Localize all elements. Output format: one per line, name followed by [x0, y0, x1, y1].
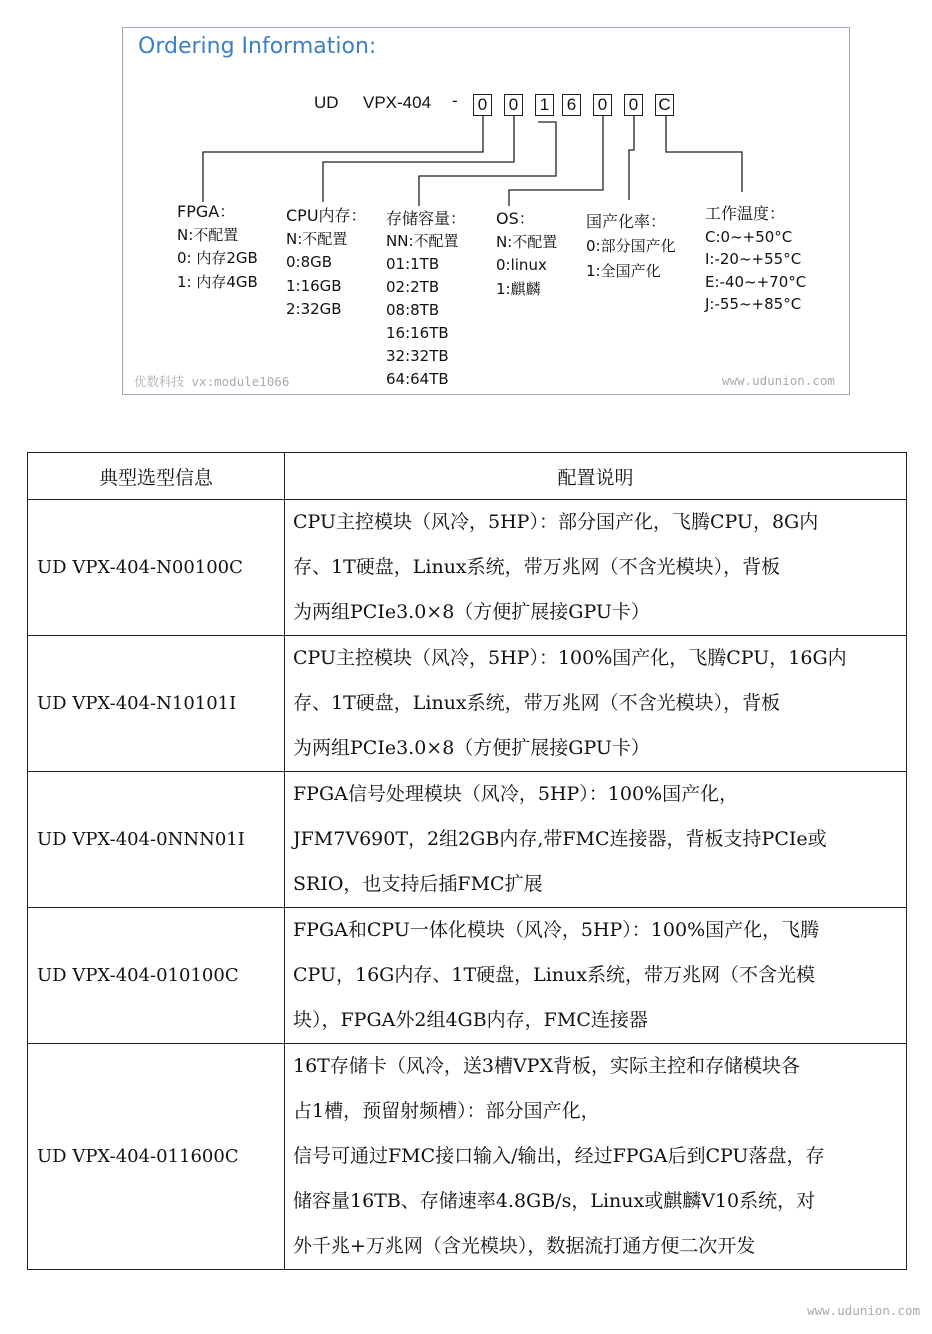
- option-line: 01:1TB: [386, 255, 440, 273]
- model-cell: UD VPX-404-0NNN01I: [28, 772, 285, 908]
- description-line: JFM7V690T，2组2GB内存,带FMC连接器，背板支持PCIe或: [293, 828, 827, 850]
- option-line: J:-55~+85°C: [705, 295, 802, 313]
- description-line: 16T存储卡（风冷，送3槽VPX背板，实际主控和存储模块各: [293, 1055, 800, 1077]
- part-dash: -: [452, 91, 458, 110]
- connector-localization: [629, 116, 634, 200]
- table-row: [28, 772, 907, 908]
- option-group-fpga: [177, 200, 258, 294]
- connector-fpga: [203, 116, 483, 202]
- option-line: 2:32GB: [286, 300, 342, 318]
- table-header-row: [28, 453, 907, 500]
- option-group-cpu-memory: [286, 204, 367, 322]
- option-line: 02:2TB: [386, 278, 440, 296]
- option-group-title: FPGA：: [177, 202, 236, 221]
- selection-table: [27, 452, 907, 1270]
- option-line: 0:部分国产化: [586, 237, 676, 255]
- footer-site: www.udunion.com: [807, 1303, 920, 1318]
- option-line: 1:全国产化: [586, 262, 661, 280]
- description-cell: [285, 500, 907, 636]
- part-prefix-model: VPX-404: [363, 93, 432, 112]
- option-line: 08:8TB: [386, 301, 440, 319]
- code-digit-storage-2: 6: [562, 94, 581, 116]
- connector-storage: [419, 122, 556, 206]
- code-digit-storage-1: 1: [535, 94, 554, 116]
- description-line: FPGA和CPU一体化模块（风冷，5HP）：100%国产化，飞腾: [293, 919, 820, 941]
- option-group-storage: [386, 207, 466, 391]
- description-cell: [285, 772, 907, 908]
- option-line: 1:麒麟: [496, 279, 541, 298]
- header-model: 典型选型信息: [28, 453, 285, 500]
- description-line: 占1槽，预留射频槽）：部分国产化，: [293, 1100, 600, 1122]
- option-group-title: 国产化率：: [586, 212, 667, 231]
- connector-temperature: [666, 116, 742, 192]
- description-line: FPGA信号处理模块（风冷，5HP）：100%国产化，: [293, 783, 739, 805]
- option-line: I:-20~+55°C: [705, 250, 802, 268]
- description-line: 块），FPGA外2组4GB内存，FMC连接器: [293, 1009, 648, 1031]
- description-cell: [285, 636, 907, 772]
- option-line: E:-40~+70°C: [705, 272, 807, 291]
- option-group-title: CPU内存：: [286, 206, 367, 225]
- option-group-title: 工作温度：: [705, 204, 786, 223]
- option-line: 32:32TB: [386, 347, 449, 365]
- description-line: 为两组PCIe3.0×8（方便扩展接GPU卡）: [293, 601, 650, 623]
- option-line: N:不配置: [496, 232, 558, 251]
- watermark-contact: 优数科技 vx:module1066: [134, 374, 290, 389]
- code-digit-cpu-memory: 0: [504, 94, 523, 116]
- option-group-temperature: [705, 203, 806, 316]
- option-line: 0: 内存2GB: [177, 249, 258, 267]
- table-row: [28, 1044, 907, 1270]
- option-line: 1:16GB: [286, 276, 342, 295]
- watermark-site: www.udunion.com: [722, 373, 835, 388]
- option-line: 0:linux: [496, 256, 547, 274]
- part-prefix-ud: UD: [314, 93, 339, 112]
- option-line: 16:16TB: [386, 324, 449, 342]
- description-line: CPU主控模块（风冷，5HP）：100%国产化，飞腾CPU，16G内: [293, 647, 847, 669]
- option-group-title: OS：: [496, 209, 535, 228]
- option-group-localization: [586, 209, 676, 284]
- model-cell: UD VPX-404-N00100C: [28, 500, 285, 636]
- description-cell: [285, 908, 907, 1044]
- option-line: N:不配置: [177, 225, 239, 244]
- option-group-title: 存储容量：: [386, 209, 467, 228]
- model-cell: UD VPX-404-N10101I: [28, 636, 285, 772]
- option-line: 64:64TB: [386, 370, 449, 388]
- description-line: 为两组PCIe3.0×8（方便扩展接GPU卡）: [293, 737, 650, 759]
- option-group-os: [496, 207, 557, 301]
- description-line: SRIO，也支持后插FMC扩展: [293, 873, 543, 895]
- option-line: N:不配置: [286, 229, 348, 248]
- description-line: 存、1T硬盘，Linux系统，带万兆网（不含光模块），背板: [293, 556, 781, 578]
- ordering-info-title: Ordering Information:: [138, 34, 377, 59]
- model-cell: UD VPX-404-011600C: [28, 1044, 285, 1270]
- code-digit-temperature: C: [655, 94, 674, 116]
- code-digit-os: 0: [593, 94, 612, 116]
- code-digit-localization: 0: [624, 94, 643, 116]
- table-row: [28, 908, 907, 1044]
- description-line: 存、1T硬盘，Linux系统，带万兆网（不含光模块），背板: [293, 692, 781, 714]
- description-line: CPU，16G内存、1T硬盘，Linux系统，带万兆网（不含光模: [293, 964, 816, 986]
- model-cell: UD VPX-404-010100C: [28, 908, 285, 1044]
- description-line: 储容量16TB、存储速率4.8GB/s，Linux或麒麟V10系统，对: [293, 1190, 816, 1212]
- header-description: 配置说明: [285, 453, 907, 500]
- description-line: 外千兆+万兆网（含光模块），数据流打通方便二次开发: [293, 1235, 756, 1257]
- description-line: 信号可通过FMC接口输入/输出，经过FPGA后到CPU落盘，存: [293, 1145, 825, 1167]
- description-cell: [285, 1044, 907, 1270]
- table-row: [28, 636, 907, 772]
- code-digit-fpga: 0: [473, 94, 492, 116]
- description-line: CPU主控模块（风冷，5HP）：部分国产化，飞腾CPU，8G内: [293, 511, 819, 533]
- option-line: 1: 内存4GB: [177, 272, 258, 291]
- option-line: 0:8GB: [286, 253, 333, 271]
- option-line: C:0~+50°C: [705, 227, 793, 246]
- option-line: NN:不配置: [386, 232, 459, 250]
- table-row: [28, 500, 907, 636]
